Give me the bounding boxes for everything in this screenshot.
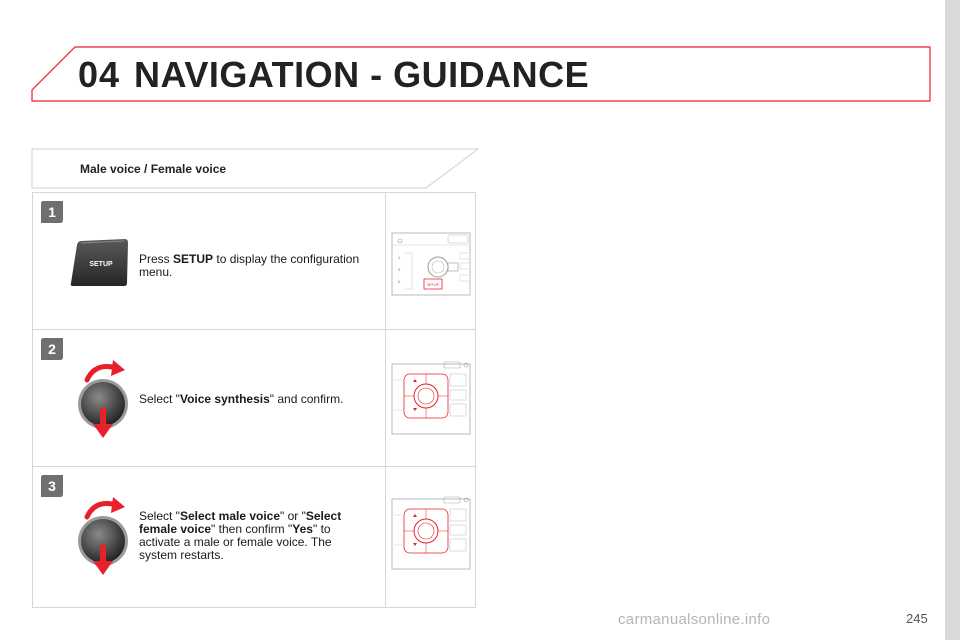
svg-text:4: 4	[398, 255, 401, 260]
radio-knob-diagram-icon	[390, 495, 472, 575]
chapter-title: NAVIGATION - GUIDANCE	[134, 54, 590, 95]
radio-setup-diagram-icon	[390, 223, 472, 303]
step-1	[33, 193, 475, 330]
svg-text:SETUP: SETUP	[427, 283, 439, 287]
svg-text:SETUP: SETUP	[89, 261, 113, 268]
step-number-badge	[39, 474, 65, 498]
svg-text:5: 5	[398, 267, 401, 272]
svg-text:3: 3	[48, 478, 56, 494]
page-number: 245	[906, 611, 928, 626]
watermark-text: carmanualsonline.info	[618, 611, 771, 628]
step-1-instruction: Press SETUP to display the configuration menu.	[139, 252, 360, 279]
rotary-knob-rotate-press-icon	[73, 358, 133, 440]
step-3	[33, 467, 475, 607]
step-2	[33, 330, 475, 467]
section-title: Male voice / Female voice	[80, 162, 227, 176]
step-3-instruction: Select "Select male voice" or "Select female voice" then confirm "Yes" to activate a male or female voice. The system restarts.	[139, 509, 342, 562]
step-number-badge	[39, 200, 65, 224]
chapter-number: 04	[78, 54, 121, 95]
step-number-badge	[39, 337, 65, 361]
step-2-instruction: Select "Voice synthesis" and confirm.	[139, 392, 344, 406]
svg-text:1: 1	[48, 204, 56, 220]
svg-text:2: 2	[48, 341, 56, 357]
svg-text:6: 6	[398, 279, 401, 284]
rotary-knob-rotate-press-icon	[73, 495, 133, 577]
radio-knob-diagram-icon	[390, 360, 472, 440]
setup-button-icon	[69, 237, 129, 287]
steps-table	[32, 192, 476, 608]
